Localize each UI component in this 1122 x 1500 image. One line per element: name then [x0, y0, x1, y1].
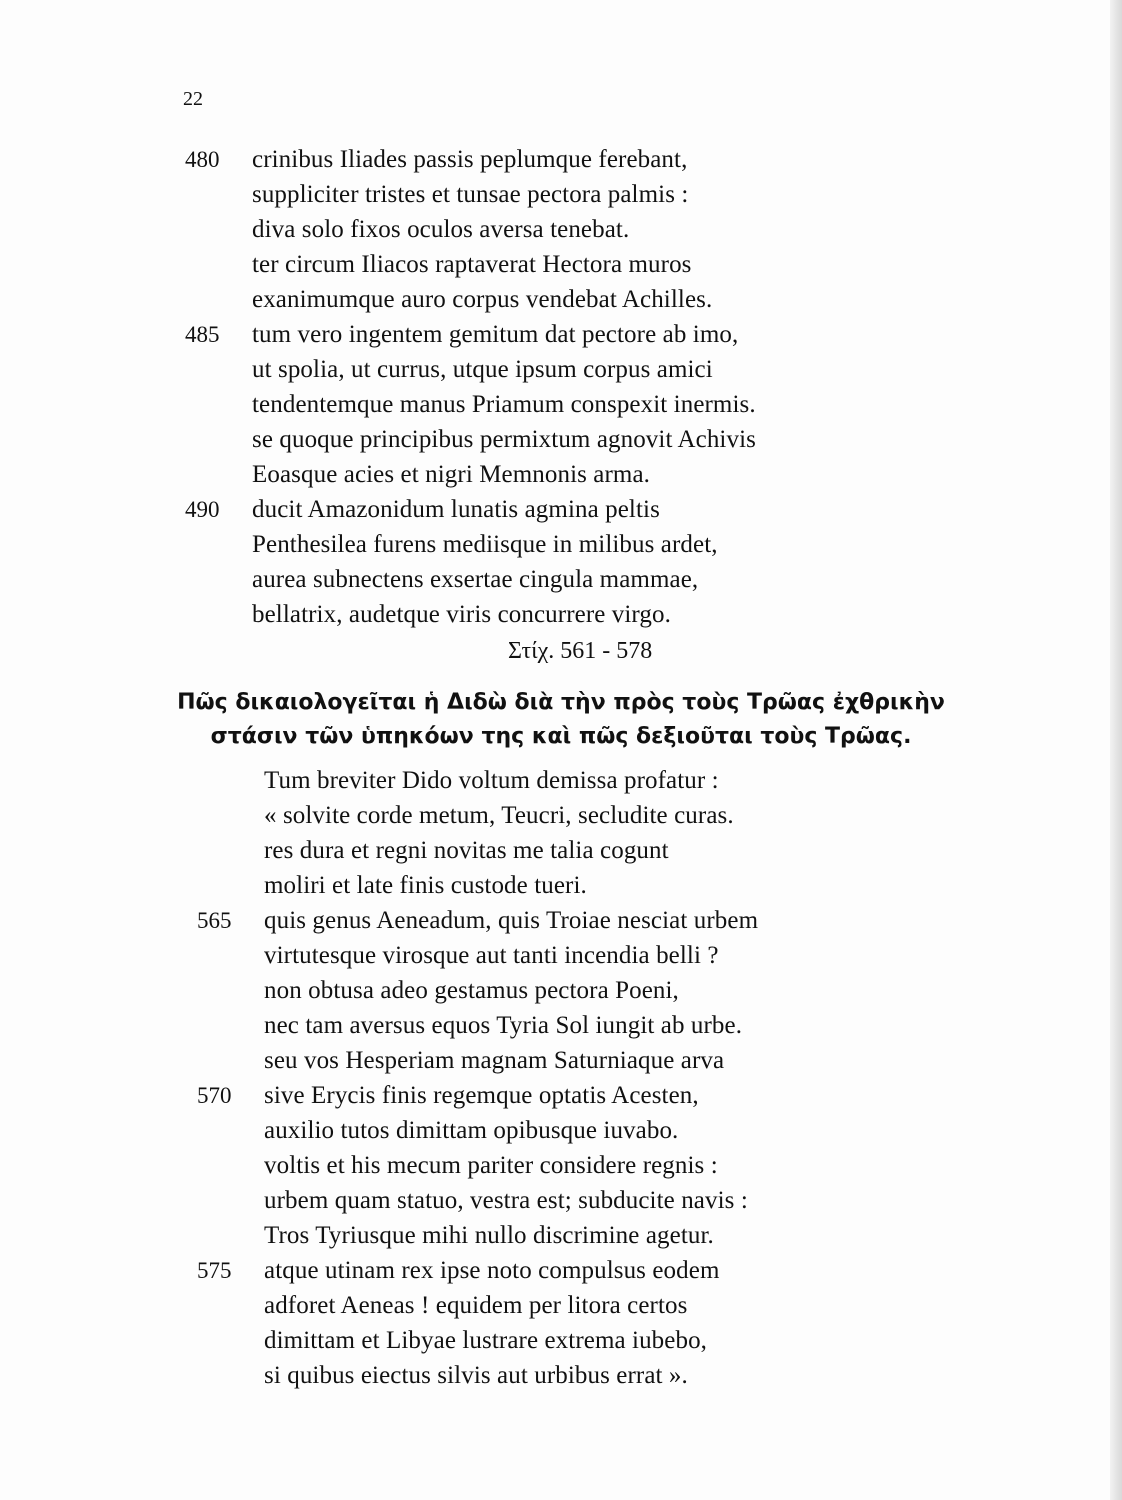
verse-line: se quoque principibus permixtum agnovit Achivis: [252, 426, 756, 453]
verse-line: ut spolia, ut currus, utque ipsum corpus amici: [252, 356, 713, 383]
verse-line: diva solo fixos oculos aversa tenebat.: [252, 216, 630, 243]
line-number: 565: [197, 908, 232, 933]
line-number: 485: [185, 322, 220, 347]
section-heading-line-1: Πῶς δικαιολογεῖται ἡ Διδὼ διὰ τὴν πρὸς τοὺς Τρῶας ἐχθρικὴν: [177, 690, 945, 715]
verse-line: res dura et regni novitas me talia cogunt: [264, 837, 669, 864]
verse-line: nec tam aversus equos Tyria Sol iungit ab urbe.: [264, 1012, 743, 1039]
verse-line: Eoasque acies et nigri Memnonis arma.: [252, 461, 651, 488]
line-number: 575: [197, 1258, 232, 1283]
verse-line: exanimumque auro corpus vendebat Achilles.: [252, 286, 713, 313]
verse-line: « solvite corde metum, Teucri, secludite curas.: [264, 802, 734, 829]
verse-line: Tros Tyriusque mihi nullo discrimine agetur.: [264, 1222, 714, 1249]
verse-line: atque utinam rex ipse noto compulsus eodem: [264, 1257, 720, 1284]
verse-line: ter circum Iliacos raptaverat Hectora muros: [252, 251, 692, 278]
verse-line: dimittam et Libyae lustrare extrema iubebo,: [264, 1327, 708, 1354]
verse-line: non obtusa adeo gestamus pectora Poeni,: [264, 977, 679, 1004]
verse-line: virtutesque virosque aut tanti incendia belli ?: [264, 942, 719, 969]
verse-line: urbem quam statuo, vestra est; subducite navis :: [264, 1187, 748, 1214]
verse-line: Penthesilea furens mediisque in milibus ardet,: [252, 531, 718, 558]
verse-line: crinibus Iliades passis peplumque ferebant,: [252, 146, 688, 173]
verse-line: si quibus eiectus silvis aut urbibus errat ».: [264, 1362, 688, 1389]
line-number: 570: [197, 1083, 232, 1108]
verse-line: tum vero ingentem gemitum dat pectore ab imo,: [252, 321, 739, 348]
verse-line: ducit Amazonidum lunatis agmina peltis: [252, 496, 660, 523]
section-heading-line-2: στάσιν τῶν ὑπηκόων της καὶ πῶς δεξιοῦται τοὺς Τρῶας.: [210, 724, 912, 749]
verse-line: bellatrix, audetque viris concurrere virgo.: [252, 601, 671, 628]
verse-line: sive Erycis finis regemque optatis Acesten,: [264, 1082, 699, 1109]
verse-line: seu vos Hesperiam magnam Saturniaque arva: [264, 1047, 725, 1074]
verse-line: auxilio tutos dimittam opibusque iuvabo.: [264, 1117, 679, 1144]
verse-line: suppliciter tristes et tunsae pectora palmis :: [252, 181, 689, 208]
verse-line: quis genus Aeneadum, quis Troiae nesciat urbem: [264, 907, 759, 934]
line-number: 480: [185, 147, 220, 172]
verse-reference: Στίχ. 561 - 578: [508, 638, 653, 664]
verse-line: voltis et his mecum pariter considere regnis :: [264, 1152, 718, 1179]
verse-line: aurea subnectens exsertae cingula mammae,: [252, 566, 699, 593]
verse-line: tendentemque manus Priamum conspexit inermis.: [252, 391, 756, 418]
verse-line: Tum breviter Dido voltum demissa profatur :: [264, 767, 719, 794]
verse-line: adforet Aeneas ! equidem per litora certos: [264, 1292, 688, 1319]
line-number: 490: [185, 497, 220, 522]
page-number: 22: [183, 88, 203, 110]
verse-line: moliri et late finis custode tueri.: [264, 872, 587, 899]
